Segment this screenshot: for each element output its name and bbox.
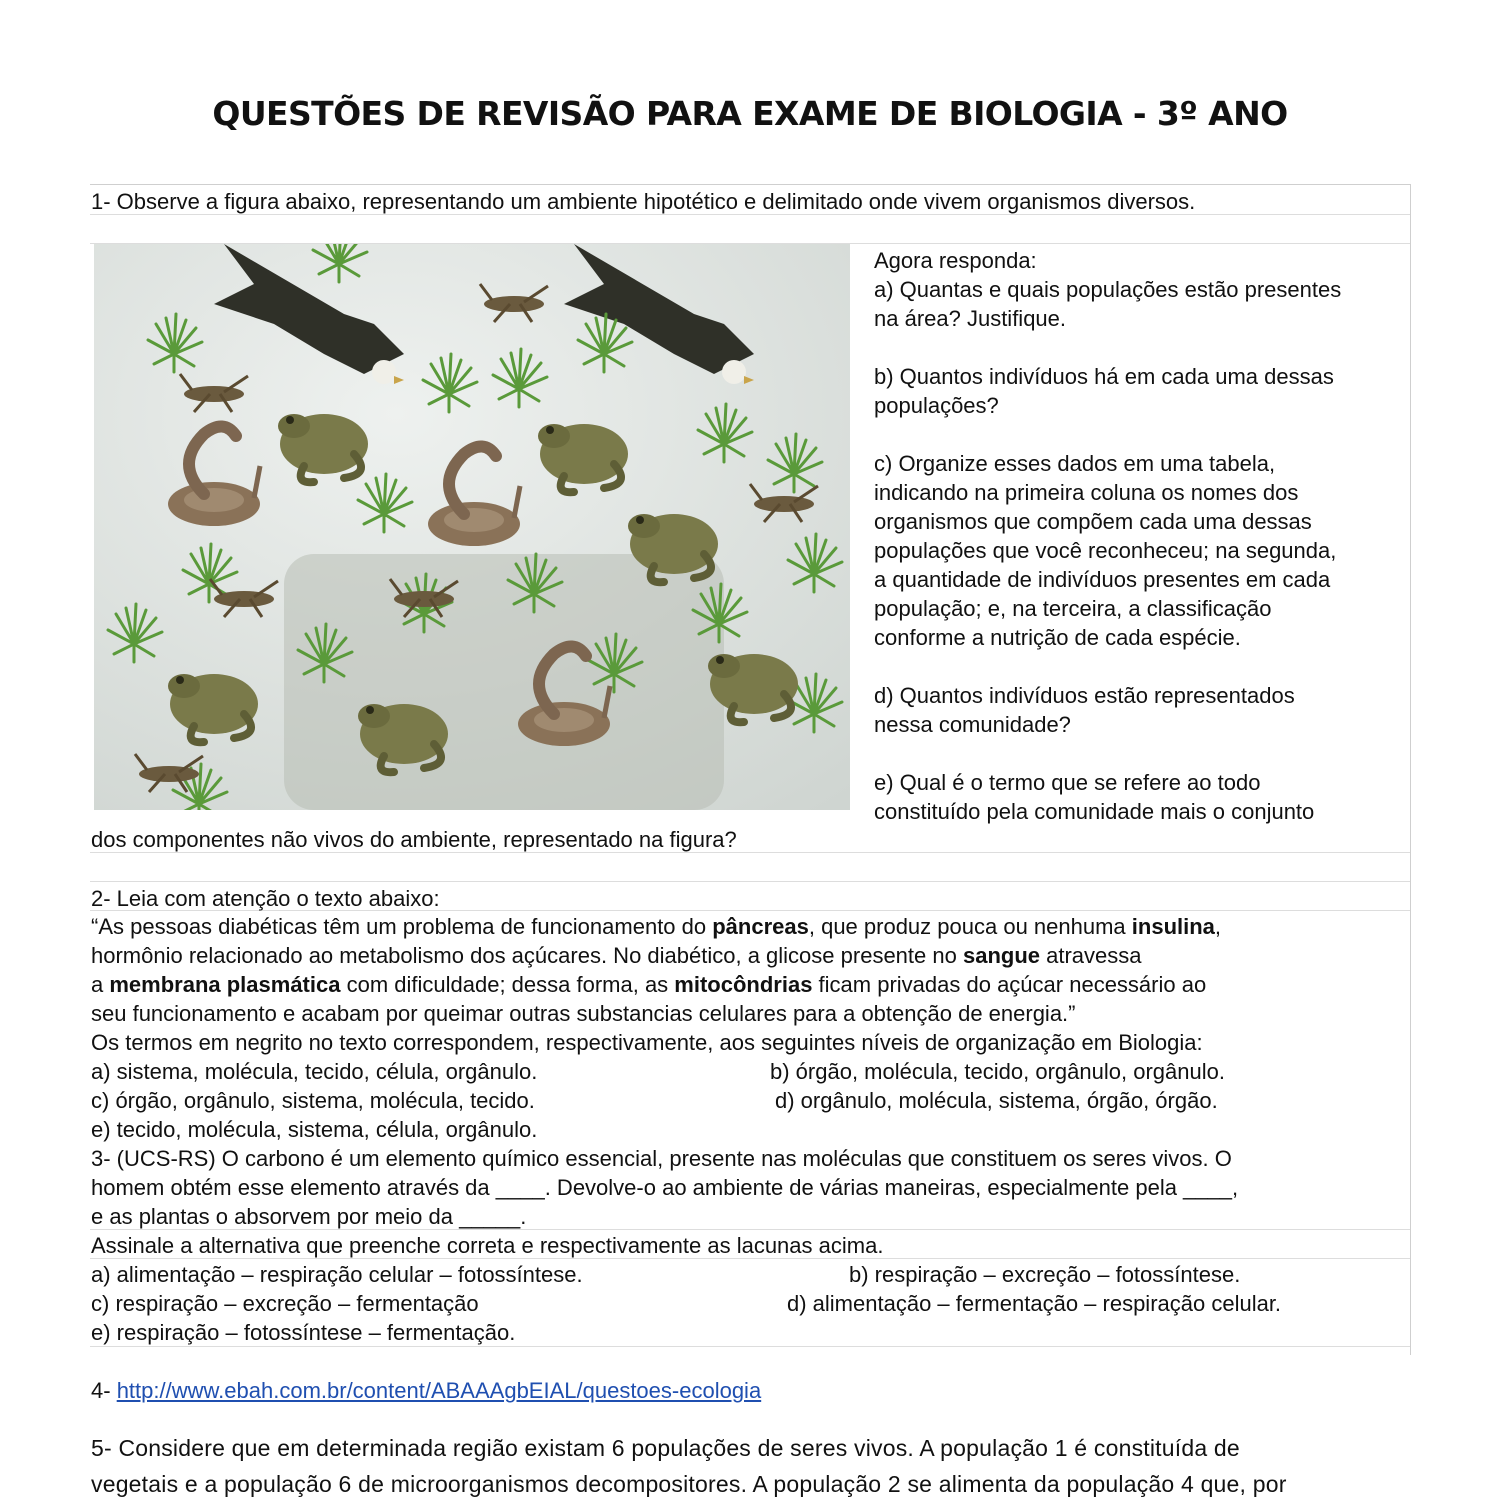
ecosystem-figure: [94, 244, 850, 810]
q1-subquestion-line: populações que você reconheceu; na segunda,: [874, 538, 1337, 563]
q1-subquestion-line: organismos que compõem cada uma dessas: [874, 509, 1312, 534]
q1-subquestion-line: na área? Justifique.: [874, 306, 1067, 331]
q3-line-1: 3- (UCS-RS) O carbono é um elemento químico essencial, presente nas moléculas que constituem os seres vivos. O: [91, 1146, 1232, 1171]
q5-line-2: vegetais e a população 6 de microorganismos decompositores. A população 2 se alimenta da população 4 que, por: [91, 1471, 1287, 1497]
q2-option-e: e) tecido, molécula, sistema, célula, orgânulo.: [91, 1117, 538, 1142]
q3-option-c: c) respiração – excreção – fermentação: [91, 1291, 479, 1316]
q3-line-3: e as plantas o absorvem por meio da _____.: [91, 1204, 527, 1229]
q2-option-b: b) órgão, molécula, tecido, orgânulo, orgânulo.: [770, 1059, 1225, 1084]
q3-line-2: homem obtém esse elemento através da ____. Devolve-o ao ambiente de várias maneiras, especialmente pela ____,: [91, 1175, 1239, 1200]
q3-option-d: d) alimentação – fermentação – respiração celular.: [787, 1291, 1282, 1316]
q1-subquestion-line: nessa comunidade?: [874, 712, 1071, 737]
q1-subquestion-line: b) Quantos indivíduos há em cada uma dessas: [874, 364, 1334, 389]
q3-option-e: e) respiração – fotossíntese – fermentação.: [91, 1320, 516, 1345]
q1-subquestion-line: d) Quantos indivíduos estão representados: [874, 683, 1295, 708]
ecosystem-illustration: [94, 244, 850, 810]
q3-option-b: b) respiração – excreção – fotossíntese.: [849, 1262, 1241, 1287]
q2-intro: 2- Leia com atenção o texto abaixo:: [91, 886, 440, 911]
q1-subquestion-line: c) Organize esses dados em uma tabela,: [874, 451, 1276, 476]
q2-text-line-2: hormônio relacionado ao metabolismo dos açúcares. No diabético, a glicose presente no sangue atravessa: [91, 943, 1142, 968]
q2-text-line-1: “As pessoas diabéticas têm um problema de funcionamento do pâncreas, que produz pouca ou nenhuma insulina,: [91, 914, 1222, 939]
q1-subquestion-line: Agora responda:: [874, 248, 1037, 273]
q1-tail: dos componentes não vivos do ambiente, representado na figura?: [91, 827, 737, 852]
q2-option-a: a) sistema, molécula, tecido, célula, orgânulo.: [91, 1059, 538, 1084]
q1-intro: 1- Observe a figura abaixo, representando um ambiente hipotético e delimitado onde vivem organismos diversos.: [91, 189, 1196, 214]
q2-question: Os termos em negrito no texto correspondem, respectivamente, aos seguintes níveis de organização em Biologia:: [91, 1030, 1203, 1055]
q1-subquestion-line: a quantidade de indivíduos presentes em cada: [874, 567, 1331, 592]
q1-subquestion-line: conforme a nutrição de cada espécie.: [874, 625, 1241, 650]
q1-subquestion-line: população; e, na terceira, a classificação: [874, 596, 1272, 621]
q1-subquestion-line: constituído pela comunidade mais o conjunto: [874, 799, 1315, 824]
page-title: QUESTÕES DE REVISÃO PARA EXAME DE BIOLOGIA - 3º ANO: [212, 94, 1288, 133]
q1-subquestion-line: populações?: [874, 393, 999, 418]
q2-option-d: d) orgânulo, molécula, sistema, órgão, órgão.: [775, 1088, 1218, 1113]
q2-text-line-3: a membrana plasmática com dificuldade; dessa forma, as mitocôndrias ficam privadas do açúcar necessário ao: [91, 972, 1207, 997]
q3-question: Assinale a alternativa que preenche correta e respectivamente as lacunas acima.: [91, 1233, 884, 1258]
q1-subquestion-line: a) Quantas e quais populações estão presentes: [874, 277, 1342, 302]
q1-subquestion-line: indicando na primeira coluna os nomes dos: [874, 480, 1299, 505]
q2-option-c: c) órgão, orgânulo, sistema, molécula, tecido.: [91, 1088, 535, 1113]
q2-text-line-4: seu funcionamento e acabam por queimar outras substancias celulares para a obtenção de energia.”: [91, 1001, 1076, 1026]
q4-link[interactable]: http://www.ebah.com.br/content/ABAAAgbEIAL/questoes-ecologia: [116, 1378, 762, 1403]
q5-line-1: 5- Considere que em determinada região existam 6 populações de seres vivos. A população 1 é constituída de: [91, 1435, 1240, 1461]
q1-subquestion-line: e) Qual é o termo que se refere ao todo: [874, 770, 1261, 795]
grid-line: [90, 881, 1410, 882]
q3-option-a: a) alimentação – respiração celular – fotossíntese.: [91, 1262, 583, 1287]
q4-line: 4- http://www.ebah.com.br/content/ABAAAgbEIAL/questoes-ecologia: [91, 1378, 762, 1403]
